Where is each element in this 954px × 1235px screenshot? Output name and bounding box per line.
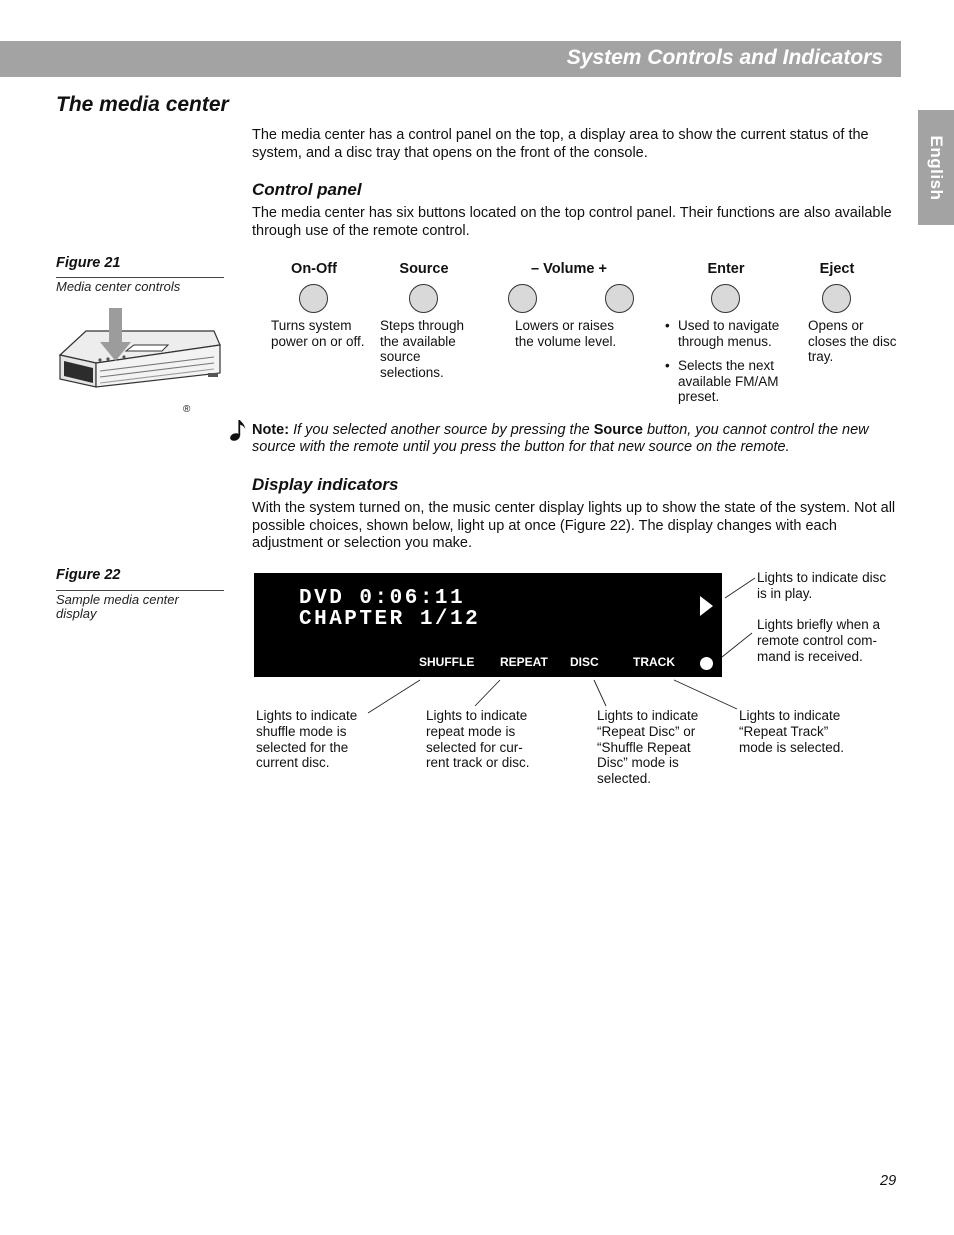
callout-shuffle: Lights to indicate shuffle mode is selected for the current disc. <box>256 708 358 771</box>
music-note-icon <box>229 418 247 442</box>
eject-button[interactable] <box>822 284 851 313</box>
on-off-description: Turns system power on or off. <box>271 318 365 349</box>
display-line-1: DVD 0:06:11 <box>299 587 466 610</box>
note-label: Note: <box>252 422 290 438</box>
display-indicators-heading: Display indicators <box>252 475 399 494</box>
on-off-button[interactable] <box>299 284 328 313</box>
media-center-display <box>254 573 722 677</box>
language-tab <box>918 110 954 225</box>
display-line-2: CHAPTER 1/12 <box>299 608 481 631</box>
enter-description <box>665 318 793 414</box>
repeat-indicator: REPEAT <box>500 655 548 669</box>
enter-bullet: • Selects the next available FM/AM preset. <box>665 358 793 405</box>
volume-down-button[interactable] <box>508 284 537 313</box>
callout-track: Lights to indicate “Repeat Track” mode is selected. <box>739 708 845 755</box>
section-intro: The media center has a control panel on the top, a display area to show the current status of the system, and a disc tray that opens on the front of the console. <box>252 127 869 161</box>
figure22-rule <box>56 590 224 591</box>
callout-remote: Lights briefly when a remote control com-mand is received. <box>757 617 881 664</box>
note-source-word: Source <box>593 422 643 438</box>
note-paragraph <box>252 422 900 456</box>
enter-label: Enter <box>707 261 745 277</box>
callout-play: Lights to indicate disc is in play. <box>757 570 887 601</box>
disc-indicator: DISC <box>570 655 599 669</box>
eject-label: Eject <box>819 261 855 277</box>
figure21-caption: Media center controls <box>56 279 181 294</box>
eject-description: Opens or closes the disc tray. <box>808 318 897 364</box>
volume-description: Lowers or raises the volume level. <box>515 318 617 349</box>
volume-label: – Volume + <box>531 261 607 277</box>
note-text-after: button, you cannot control the new source with the remote until you press the button for that new source on the remote. <box>252 422 869 455</box>
note-text-before: If you selected another source by pressing the <box>293 422 590 438</box>
header-title: System Controls and Indicators <box>566 46 883 69</box>
callout-disc: Lights to indicate “Repeat Disc” or “Shuffle Repeat Disc” mode is selected. <box>597 708 699 787</box>
figure22-caption: Sample media center display <box>56 592 179 621</box>
source-button[interactable] <box>409 284 438 313</box>
header-bar <box>0 41 901 77</box>
language-tab-label: English <box>927 135 946 200</box>
control-panel-heading: Control panel <box>252 180 362 199</box>
enter-button[interactable] <box>711 284 740 313</box>
section-title: The media center <box>56 93 229 116</box>
figure22-label: Figure 22 <box>56 567 121 583</box>
figure21-label: Figure 21 <box>56 255 121 271</box>
shuffle-indicator: SHUFFLE <box>419 655 475 669</box>
source-label: Source <box>399 261 449 277</box>
page-number: 29 <box>880 1173 897 1189</box>
play-indicator-icon <box>700 596 713 616</box>
on-off-label: On-Off <box>291 261 337 277</box>
media-center-illustration <box>56 305 226 417</box>
callout-repeat: Lights to indicate repeat mode is selected for cur-rent track or disc. <box>426 708 530 771</box>
volume-up-button[interactable] <box>605 284 634 313</box>
registered-mark: ® <box>183 404 191 415</box>
track-indicator: TRACK <box>633 655 675 669</box>
control-panel-text: The media center has six buttons located on the top control panel. Their functions are also available through use of the remote control. <box>252 205 892 239</box>
enter-bullet: • Used to navigate through menus. <box>665 318 793 349</box>
remote-indicator-dot <box>700 657 713 670</box>
display-indicators-text: With the system turned on, the music center display lights up to show the state of the system. Not all possible choices, shown below, light up at once (Figure 22). The display changes with each adjustment or selection you make. <box>252 500 896 551</box>
source-description: Steps through the available source selections. <box>380 318 465 380</box>
figure21-rule <box>56 277 224 278</box>
